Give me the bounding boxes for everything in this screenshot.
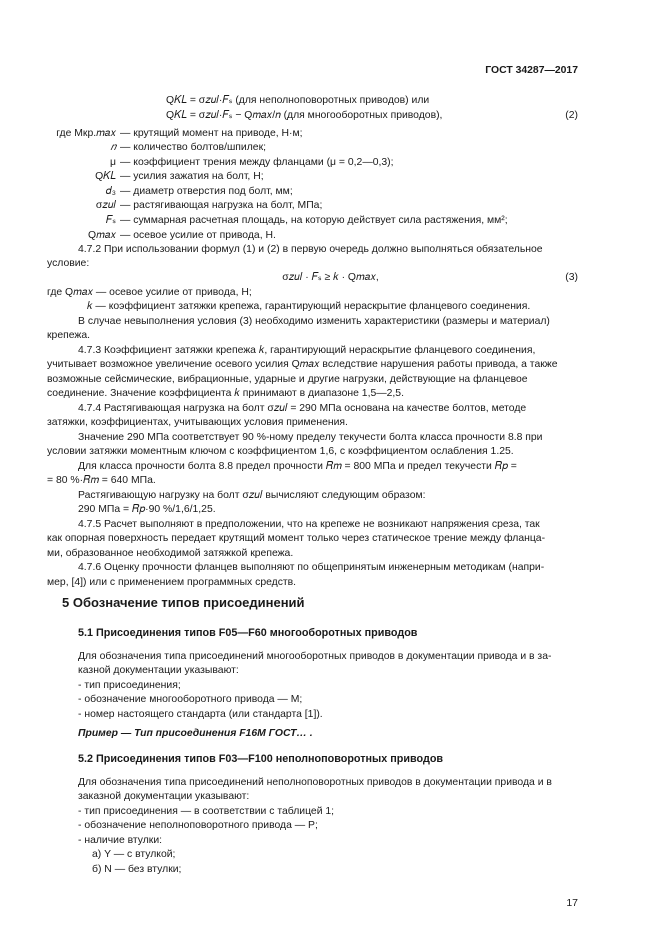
- paragraph-4-7-5: ми, образованное необходимой затяжкой крепежа.: [47, 548, 294, 559]
- strength-class-paragraph: = 80 %·𝑅𝑚 = 640 МПа.: [47, 475, 156, 486]
- formula-3-number: (3): [565, 272, 578, 283]
- paragraph-4-7-6: 4.7.6 Оценку прочности фланцев выполняют по общепринятым инженерным методикам (напри-: [78, 562, 545, 573]
- formula-2-line-1: Q𝐾𝐿 = σ𝑧𝑢𝑙·𝐹ₛ (для неполноповоротных приводов) или: [166, 95, 430, 106]
- list-item: - обозначение неполноповоротного привода — P;: [78, 820, 318, 831]
- paragraph-4-7-3: 4.7.3 Коэффициент затяжки крепежа 𝑘, гарантирующий нераскрытие фланцевого соединения,: [78, 345, 536, 356]
- list-item: - тип присоединения — в соответствии с таблицей 1;: [78, 806, 335, 817]
- section-5-1-paragraph: Для обозначения типа присоединений многооборотных приводов в документации привода и в за-: [78, 651, 552, 662]
- formula-2-line-2: Q𝐾𝐿 = σ𝑧𝑢𝑙·𝐹ₛ − Q𝑚𝑎𝑥/𝑛 (для многооборотных приводов),: [166, 110, 443, 121]
- legend-text: — суммарная расчетная площадь, на которую действует сила растяжения, мм²;: [120, 215, 508, 226]
- paragraph-4-7-4: 4.7.4 Растягивающая нагрузка на болт σ𝑧𝑢𝑙 = 290 МПа основана на качестве болтов, методе: [78, 403, 527, 414]
- where-line: 𝑘 — коэффициент затяжки крепежа, гарантирующий нераскрытие фланцевого соединения.: [87, 301, 531, 312]
- legend-symbol: 𝑑₃: [105, 186, 116, 197]
- list-item: - наличие втулки:: [78, 835, 163, 846]
- legend-text: — диаметр отверстия под болт, мм;: [120, 186, 293, 197]
- paragraph-4-7-5: 4.7.5 Расчет выполняют в предположении, что на крепеже не возникают напряжения среза, так: [78, 519, 540, 530]
- legend-symbol: где Mкр.𝑚𝑎𝑥: [56, 128, 116, 139]
- legend-text: — усилия зажатия на болт, Н;: [120, 171, 264, 182]
- section-5-title: 5 Обозначение типов присоединений: [62, 595, 305, 610]
- legend-text: — крутящий момент на приводе, Н·м;: [120, 128, 303, 139]
- legend-text: — коэффициент трения между фланцами (μ = 0,2—0,3);: [120, 157, 394, 168]
- legend-symbol: μ: [110, 157, 116, 168]
- paragraph-4-7-3: возможные сейсмические, вибрационные, ударные и другие нагрузки, действующие на фланцевое: [47, 374, 528, 385]
- list-item: - тип присоединения;: [78, 680, 181, 691]
- legend-symbol: Q𝐾𝐿: [95, 171, 116, 182]
- paragraph-4-7-3: соединение. Значение коэффициента 𝑘 принимают в диапазоне 1,5—2,5.: [47, 388, 404, 399]
- where-line: где Q𝑚𝑎𝑥 — осевое усилие от привода, Н;: [47, 287, 252, 298]
- section-5-1-title: 5.1 Присоединения типов F05—F60 многооборотных приводов: [78, 627, 418, 639]
- load-calc-paragraph: Растягивающую нагрузку на болт σ𝑧𝑢𝑙 вычисляют следующим образом:: [78, 490, 426, 501]
- section-5-2-paragraph: заказной документации указывают:: [78, 791, 250, 802]
- formula-3: σ𝑧𝑢𝑙 · 𝐹ₛ ≥ 𝑘 · Q𝑚𝑎𝑥,: [282, 272, 379, 283]
- paragraph-4-7-4: затяжки, коэффициентах, учитывающих условия применения.: [47, 417, 348, 428]
- legend-symbol: σ𝑧𝑢𝑙: [95, 200, 116, 211]
- paragraph-4-7-2: 4.7.2 При использовании формул (1) и (2) в первую очередь должно выполняться обязательное: [78, 244, 543, 255]
- sub-list-item: а) Y — с втулкой;: [92, 849, 176, 860]
- legend-text: — количество болтов/шпилек;: [120, 142, 267, 153]
- section-5-1-paragraph: казной документации указывают:: [78, 665, 239, 676]
- legend-symbol: 𝐹ₛ: [105, 215, 116, 226]
- value-paragraph: Значение 290 МПа соответствует 90 %-ному пределу текучести болта класса прочности 8.8 при: [78, 432, 543, 443]
- document-header: ГОСТ 34287—2017: [485, 65, 578, 76]
- list-item: - номер настоящего стандарта (или стандарта [1]).: [78, 709, 323, 720]
- section-5-2-title: 5.2 Присоединения типов F03—F100 неполноповоротных приводов: [78, 753, 444, 765]
- value-paragraph: условии затяжки моментным ключом с коэффициентом 1,6, с коэффициентом ослабления 1.25.: [47, 446, 514, 457]
- condition-paragraph: крепежа.: [47, 330, 91, 341]
- list-item: - обозначение многооборотного привода — M;: [78, 694, 303, 705]
- page-number: 17: [566, 897, 578, 909]
- legend-symbol: Q𝑚𝑎𝑥: [88, 230, 116, 241]
- strength-class-paragraph: Для класса прочности болта 8.8 предел прочности 𝑅𝑚 = 800 МПа и предел текучести 𝑅𝑝 =: [78, 461, 517, 472]
- example-note: Пример — Тип присоединения F16M ГОСТ… .: [78, 728, 313, 739]
- paragraph-4-7-3: учитывает возможное увеличение осевого усилия Q𝑚𝑎𝑥 вследствие нарушения работы привода, а также: [47, 359, 558, 370]
- load-calc-formula: 290 МПа = 𝑅𝑝·90 %/1,6/1,25.: [78, 504, 216, 515]
- paragraph-4-7-5: как опорная поверхность передает крутящий момент только через статическое трение между фланца-: [47, 533, 546, 544]
- formula-2-number: (2): [565, 110, 578, 121]
- section-5-2-paragraph: Для обозначения типа присоединений неполноповоротных приводов в документации привода и в: [78, 777, 552, 788]
- sub-list-item: б) N — без втулки;: [92, 864, 182, 875]
- paragraph-4-7-6: мер, [4]) или с применением программных средств.: [47, 577, 297, 588]
- condition-paragraph: В случае невыполнения условия (3) необходимо изменить характеристики (размеры и материал): [78, 316, 550, 327]
- legend-symbol: 𝑛: [110, 142, 116, 153]
- legend-text: — осевое усилие от привода, Н.: [120, 230, 276, 241]
- paragraph-4-7-2: условие:: [47, 258, 90, 269]
- legend-text: — растягивающая нагрузка на болт, МПа;: [120, 200, 323, 211]
